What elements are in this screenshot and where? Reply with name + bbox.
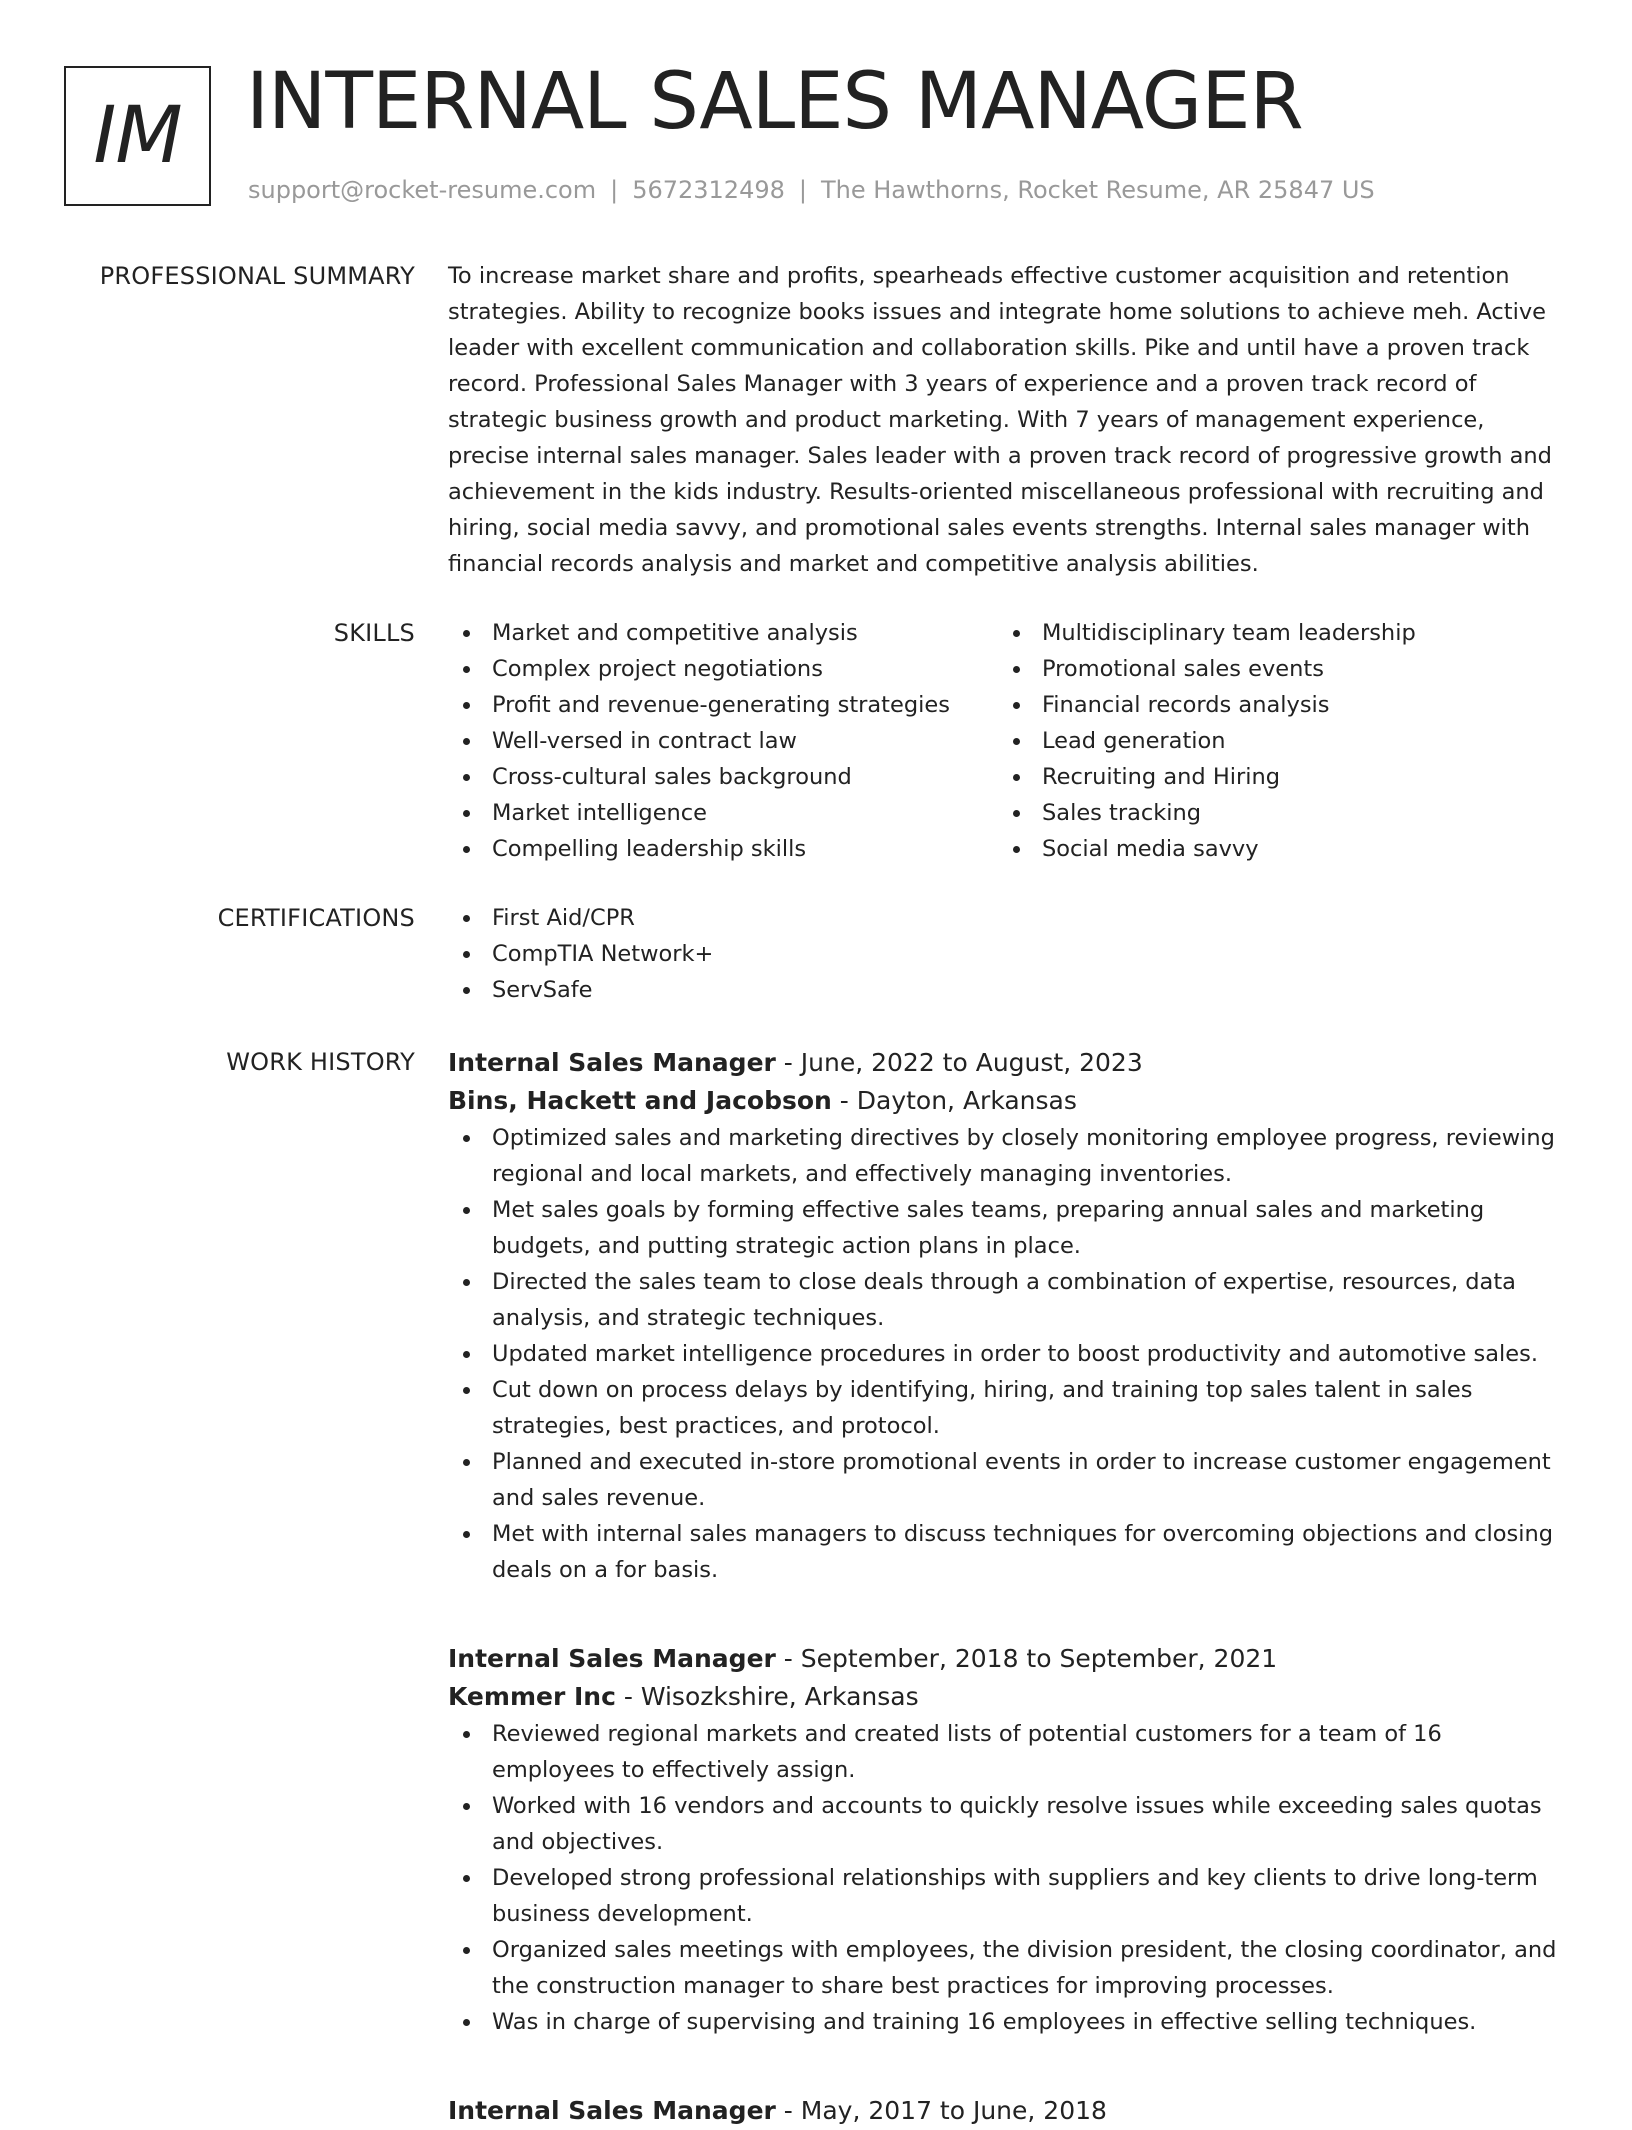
job-company-line: [448, 1082, 1568, 1120]
job-location: - Dayton, Arkansas: [831, 1086, 1077, 1115]
section-label-summary: PROFESSIONAL SUMMARY: [99, 262, 415, 290]
job-duty: Optimized sales and marketing directives by closely monitoring employee progress, reviewing regional and local markets, and effectively managing inventories.: [448, 1120, 1568, 1192]
contact-separator: |: [798, 176, 807, 204]
contact-address: The Hawthorns, Rocket Resume, AR 25847 US: [820, 176, 1375, 204]
job-duty: Planned and executed in-store promotional events in order to increase customer engagement and sales revenue.: [448, 1444, 1568, 1516]
skill-item: Lead generation: [998, 723, 1543, 759]
job-duties-list: [448, 1716, 1568, 2040]
skill-item: Social media savvy: [998, 831, 1543, 867]
job-duties-list: [448, 1120, 1568, 1588]
job-title-line: [448, 1640, 1568, 1678]
section-label-skills: SKILLS: [333, 619, 415, 647]
job-company-line: [448, 1678, 1568, 1716]
job-duty: Updated market intelligence procedures in order to boost productivity and automotive sales.: [448, 1336, 1568, 1372]
job-duty: Directed the sales team to close deals through a combination of expertise, resources, data analysis, and strategic techniques.: [448, 1264, 1568, 1336]
job-duty: Organized sales meetings with employees, the division president, the closing coordinator, and the construction manager to share best practices for improving processes.: [448, 1932, 1568, 2004]
resume-header: [0, 0, 1632, 230]
job-duty: Was in charge of supervising and training 16 employees in effective selling techniques.: [448, 2004, 1568, 2040]
job-duty: Developed strong professional relationships with suppliers and key clients to drive long-term business development.: [448, 1860, 1568, 1932]
skills-list-left: [448, 615, 993, 867]
skill-item: Recruiting and Hiring: [998, 759, 1543, 795]
skills-columns: [448, 615, 1568, 865]
job-duty: Reviewed regional markets and created lists of potential customers for a team of 16 employees to effectively assign.: [448, 1716, 1568, 1788]
job-title: Internal Sales Manager: [448, 1048, 776, 1077]
skill-item: Cross-cultural sales background: [448, 759, 993, 795]
job-company: Kemmer Inc: [448, 1682, 616, 1711]
job-duty: Met sales goals by forming effective sales teams, preparing annual sales and marketing budgets, and putting strategic action plans in place.: [448, 1192, 1568, 1264]
certifications-body: [448, 900, 1568, 1008]
contact-separator: |: [610, 176, 619, 204]
job-entry: [448, 2092, 1568, 2130]
skill-item: Profit and revenue-generating strategies: [448, 687, 993, 723]
skill-item: Sales tracking: [998, 795, 1543, 831]
skill-item: Financial records analysis: [998, 687, 1543, 723]
skill-item: Well-versed in contract law: [448, 723, 993, 759]
job-entry: [448, 1044, 1568, 1588]
skill-item: Market and competitive analysis: [448, 615, 993, 651]
job-title-line: [448, 2092, 1568, 2130]
job-duty: Met with internal sales managers to discuss techniques for overcoming objections and closing deals on a for basis.: [448, 1516, 1568, 1588]
job-location: - Wisozkshire, Arkansas: [615, 1682, 919, 1711]
monogram-badge: IM: [64, 66, 211, 206]
contact-email: support@rocket-resume.com: [248, 176, 597, 204]
job-title: Internal Sales Manager: [448, 2096, 776, 2125]
certifications-list: [448, 900, 1568, 1008]
summary-text: To increase market share and profits, spearheads effective customer acquisition and retention strategies. Ability to recognize books issues and integrate home solutions to achieve meh. Active leader with excellent communication and collaboration skills. Pike and until have a proven track record. Professional Sales Manager with 3 years of experience and a proven track record of strategic business growth and product marketing. With 7 years of management experience, precise internal sales manager. Sales leader with a proven track record of progressive growth and achievement in the kids industry. Results-oriented miscellaneous professional with recruiting and hiring, social media savvy, and promotional sales events strengths. Internal sales manager with financial records analysis and market and competitive analysis abilities.: [448, 263, 1552, 577]
skill-item: Multidisciplinary team leadership: [998, 615, 1543, 651]
certification-item: CompTIA Network+: [448, 936, 1568, 972]
job-duty: Worked with 16 vendors and accounts to quickly resolve issues while exceeding sales quotas and objectives.: [448, 1788, 1568, 1860]
job-company: Bins, Hackett and Jacobson: [448, 1086, 832, 1115]
skill-item: Complex project negotiations: [448, 651, 993, 687]
contact-line: [248, 174, 1375, 206]
certification-item: ServSafe: [448, 972, 1568, 1008]
job-title-line: [448, 1044, 1568, 1082]
job-title: Internal Sales Manager: [448, 1644, 776, 1673]
skills-body: [448, 615, 1568, 865]
skill-item: Promotional sales events: [998, 651, 1543, 687]
summary-body: [448, 258, 1568, 582]
job-dates: - May, 2017 to June, 2018: [775, 2096, 1107, 2125]
section-label-work-history: WORK HISTORY: [226, 1048, 415, 1076]
job-duty: Cut down on process delays by identifying, hiring, and training top sales talent in sales strategies, best practices, and protocol.: [448, 1372, 1568, 1444]
job-dates: - June, 2022 to August, 2023: [775, 1048, 1143, 1077]
contact-phone: 5672312498: [632, 176, 785, 204]
skill-item: Compelling leadership skills: [448, 831, 993, 867]
resume-title: INTERNAL SALES MANAGER: [246, 57, 1303, 147]
skills-list-right: [998, 615, 1543, 867]
certification-item: First Aid/CPR: [448, 900, 1568, 936]
section-label-certifications: CERTIFICATIONS: [217, 904, 415, 932]
job-dates: - September, 2018 to September, 2021: [775, 1644, 1278, 1673]
skill-item: Market intelligence: [448, 795, 993, 831]
job-entry: [448, 1640, 1568, 2040]
